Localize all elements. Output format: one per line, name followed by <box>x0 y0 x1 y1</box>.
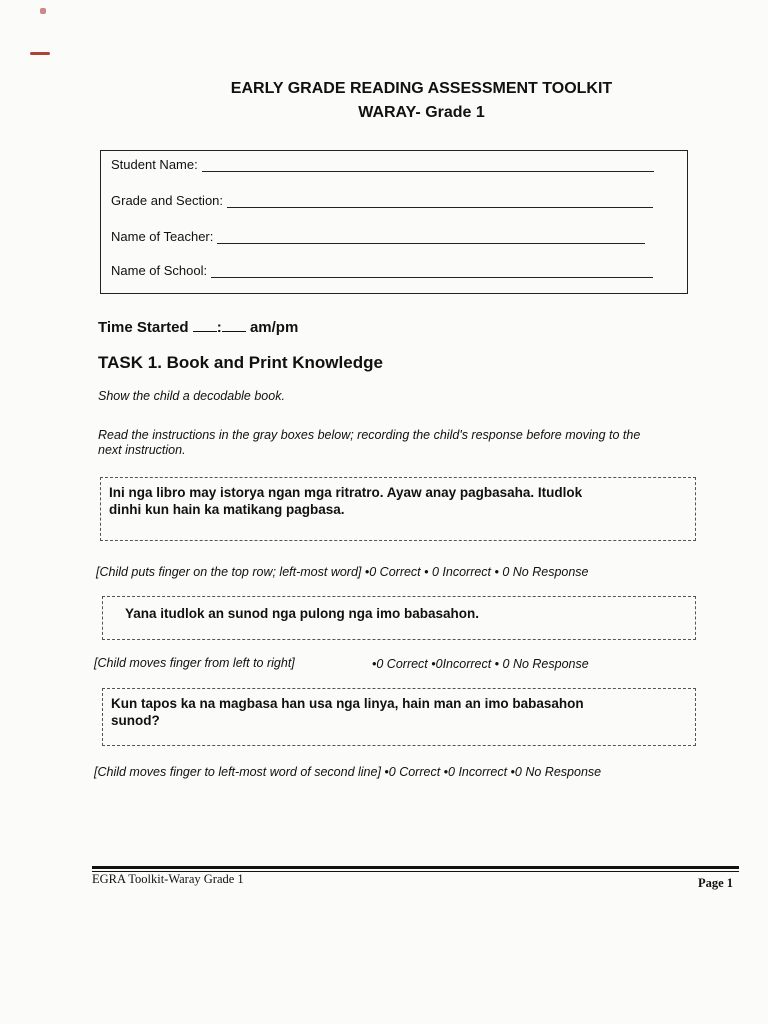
scan-speck <box>30 52 50 55</box>
instruction-box-3-line1: Kun tapos ka na magbasa han usa nga linya, hain man an imo babasahon <box>111 696 584 711</box>
response-line-3[interactable]: [Child moves finger to left-most word of second line] •0 Correct •0 Incorrect •0 No Response <box>94 765 602 779</box>
document-subtitle: WARAY- Grade 1 <box>358 104 485 121</box>
footer-rule <box>92 866 739 869</box>
student-name-line[interactable] <box>202 159 654 172</box>
time-started <box>98 317 298 336</box>
grade-section-line[interactable] <box>227 195 653 208</box>
footer-document-name: EGRA Toolkit-Waray Grade 1 <box>92 872 244 886</box>
school-name-field[interactable] <box>111 263 653 278</box>
time-separator: : <box>216 319 222 336</box>
instruction-box-2-line1: Yana itudlok an sunod nga pulong nga imo babasahon. <box>125 606 480 621</box>
time-started-label: Time Started <box>98 319 189 336</box>
instruction-box-1 <box>100 477 696 541</box>
minute-blank[interactable] <box>222 317 246 332</box>
task-instruction-1: Show the child a decodable book. <box>98 389 285 403</box>
task-title: TASK 1. Book and Print Knowledge <box>98 353 383 372</box>
response-action-2: [Child moves finger from left to right] <box>94 656 295 670</box>
document-title: EARLY GRADE READING ASSESSMENT TOOLKIT <box>230 80 613 97</box>
instruction-box-1-line2: dinhi kun hain ka matikang pagbasa. <box>109 502 345 517</box>
task-instruction-2-line2: next instruction. <box>98 443 186 457</box>
teacher-name-line[interactable] <box>217 231 645 244</box>
student-info-box <box>100 150 688 294</box>
time-suffix: am/pm <box>249 319 299 336</box>
task-instruction-2-line1: Read the instructions in the gray boxes below; recording the child's response before moving to the <box>98 428 641 442</box>
teacher-name-label: Name of Teacher: <box>111 229 214 244</box>
teacher-name-field[interactable] <box>111 229 645 244</box>
scan-speck <box>40 8 46 14</box>
student-name-field[interactable] <box>111 157 654 172</box>
footer-page-number: Page 1 <box>698 876 734 890</box>
grade-section-label: Grade and Section: <box>111 193 224 208</box>
student-name-label: Student Name: <box>111 157 198 172</box>
grade-section-field[interactable] <box>111 193 653 208</box>
response-options-2[interactable]: •0 Correct •0Incorrect • 0 No Response <box>372 657 589 671</box>
instruction-box-3-line2: sunod? <box>111 713 160 728</box>
school-name-line[interactable] <box>211 265 653 278</box>
school-name-label: Name of School: <box>111 263 208 278</box>
response-line-1[interactable]: [Child puts finger on the top row; left-most word] •0 Correct • 0 Incorrect • 0 No Response <box>96 565 589 579</box>
instruction-box-2 <box>102 596 696 640</box>
hour-blank[interactable] <box>193 317 217 332</box>
instruction-box-1-line1: Ini nga libro may istorya ngan mga ritratro. Ayaw anay pagbasaha. Itudlok <box>109 485 583 500</box>
instruction-box-3 <box>102 688 696 746</box>
